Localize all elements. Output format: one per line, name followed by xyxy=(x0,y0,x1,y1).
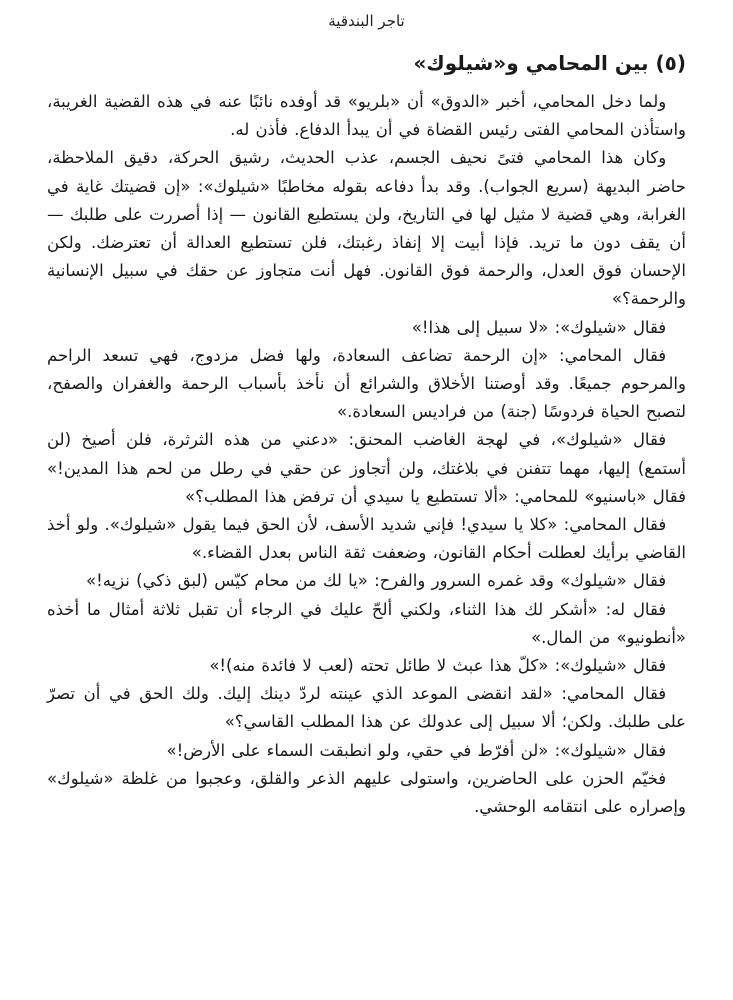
chapter-title: (٥) بين المحامي و«شيلوك» xyxy=(413,51,686,75)
paragraph: فقال له: «أشكر لك هذا الثناء، ولكني ألحّ عليك في الرجاء أن تقبل ثلاثة أمثال ما أخذه «أنطونيو» من المال.» xyxy=(47,599,686,647)
paragraph: ولما دخل المحامي، أخبر «الدوق» أن «بلريو» قد أوفده نائبًا عنه في هذه القضية الغريبة، واستأذن المحامي الفتى رئيس القضاة في أن يبدأ الدفاع. فأذن له. xyxy=(47,92,686,140)
paragraph: فقال «شيلوك» وقد غمره السرور والفرح: «يا لك من محام كيّس (لبق ذكي) نزيه!» xyxy=(86,571,667,591)
paragraph: فقال المحامي: «لقد انقضى الموعد الذي عينته لردّ دينك إليك. ولك الحق في أن تصرّ على طلبك. ولكن؛ ألا سبيل إلى عدولك عن هذا المطلب القاسي؟» xyxy=(47,684,686,732)
paragraph: فقال «شيلوك»، في لهجة الغاضب المحنق: «دعني من هذه الثرثرة، فلن أصيخ (لن أستمع) إليها، مهما تتفنن في بلاغتك، ولن أتجاوز عن حقي في رطل من لحم هذا المدين!» فقال «باسنيو» للمحامي: «ألا تستطيع يا سيدي أن ترفض هذا المطلب؟» xyxy=(47,430,686,506)
running-header: تاجر البندقية xyxy=(328,12,405,30)
body-text xyxy=(47,88,686,821)
paragraph: فقال المحامي: «إن الرحمة تضاعف السعادة، ولها فضل مزدوج، فهي تسعد الراحم والمرحوم جميعًا. وقد أوصتنا الأخلاق والشرائع أن نأخذ بأسباب الرحمة والغفران والصفح، لتصبح الحياة فردوسًا (جنة) من فراديس السعادة.» xyxy=(47,345,686,422)
paragraph: فقال «شيلوك»: «كلّ هذا عبث لا طائل تحته (لعب لا فائدة منه)!» xyxy=(209,656,667,676)
paragraph: وكان هذا المحامي فتىً نحيف الجسم، عذب الحديث، رشيق الحركة، دقيق الملاحظة، حاضر البديهة (سريع الجواب). وقد بدأ دفاعه بقوله مخاطبًا «شيلوك»: «إن قضيتك غاية في الغرابة، وهي قضية لا مثيل لها في التاريخ، ولن يستطيع القانون — إذا أصررت على طلبك — أن يقف دون ما تريد. فإذا أبيت إلا إنفاذ رغبتك، فلن تستطيع العدالة أن تعترضك. ولكن الإحسان فوق العدل، والرحمة فوق القانون. فهل أنت متجاوز عن حقك في سبيل الإنسانية والرحمة؟» xyxy=(47,148,686,309)
paragraph: فقال «شيلوك»: «لن أفرّط في حقي، ولو انطبقت السماء على الأرض!» xyxy=(166,740,667,760)
paragraph: فخيّم الحزن على الحاضرين، واستولى عليهم الذعر والقلق، وعجبوا من غلظة «شيلوك» وإصراره على انتقامه الوحشي. xyxy=(47,768,686,817)
paragraph: فقال «شيلوك»: «لا سبيل إلى هذا!» xyxy=(411,317,667,337)
paragraph: فقال المحامي: «كلا يا سيدي! فإني شديد الأسف، لأن الحق فيما يقول «شيلوك». ولو أخذ القاضي برأيك لعطلت أحكام القانون، وضعفت ثقة الناس بعدل القضاء.» xyxy=(47,515,686,563)
